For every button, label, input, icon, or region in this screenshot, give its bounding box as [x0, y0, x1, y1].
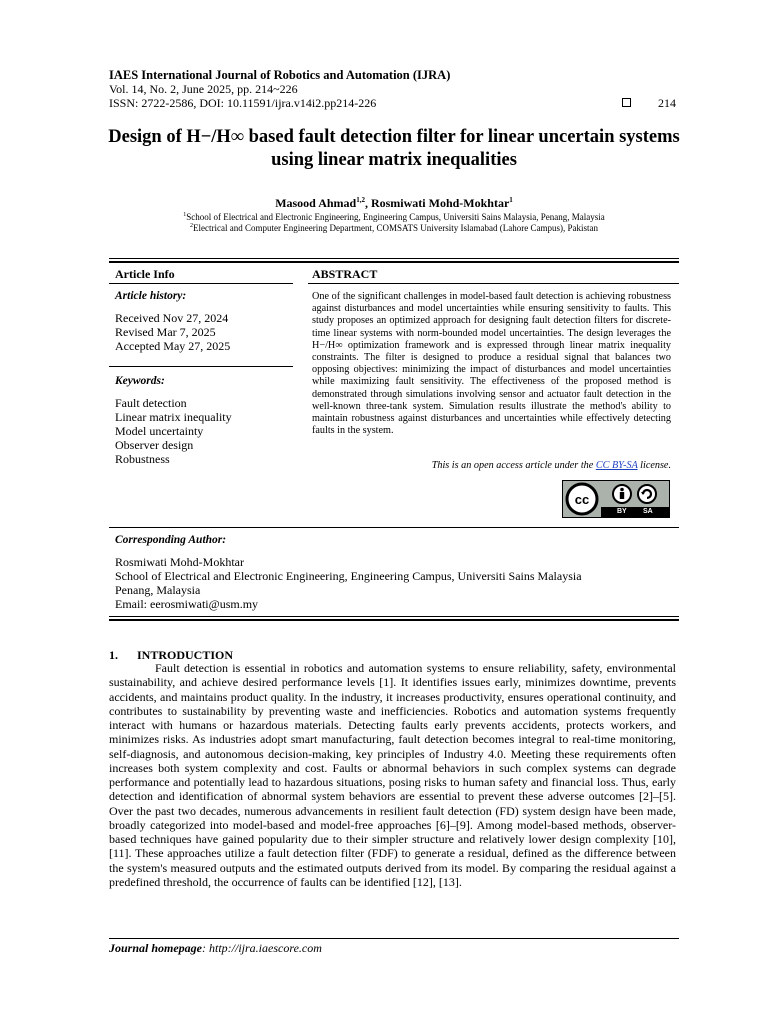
corresponding-affiliation: School of Electrical and Electronic Engineering, Engineering Campus, Universiti Sains Malaysia: [115, 569, 582, 583]
cc-license-badge[interactable]: [562, 480, 670, 518]
journal-homepage-label: Journal homepage: [109, 941, 203, 955]
corresponding-bottom-rule: [109, 616, 679, 617]
corresponding-heading: Corresponding Author:: [115, 534, 227, 546]
accepted-date: Accepted May 27, 2025: [115, 339, 231, 353]
page-number: 214: [658, 96, 676, 110]
article-info-rule: [109, 283, 293, 284]
history-rule: [109, 366, 293, 367]
journal-issn-doi: ISSN: 2722-2586, DOI: 10.11591/ijra.v14i2.pp214-226: [109, 96, 377, 110]
introduction-paragraph: Fault detection is essential in robotics and automation systems to ensure reliability, safety, environmental sustainability, and achieve desired performance levels [1]. It identifies issues early, minimizes downtime, prevents accidents, and maintains product quality. In the industry, it increases productivity, ensures operational continuity, and contributes to sustainability by preventing waste and inefficiencies. Robotics and automation systems frequently interact with humans or hazardous materials. Detecting faults early prevents accidents, protects workers, and minimizes risks. As industries adopt smart manufacturing, fault detection becomes integral to real-time monitoring, self-diagnosis, and autonomous decision-making, key principles of Industry 4.0. Meeting these requirements often increases both system complexity and cost. Faults or abnormal behaviors in such complex systems can degrade performance and potentially lead to hazardous situations, posing risks to human safety and financial loss. Thus, early detection and identification of abnormal system behaviors are essential to prevent these adverse outcomes [2]–[5]. Over the past two decades, numerous advancements in resilient fault detection (FD) system design have been made, broadly categorized into model-based and model-free approaches [6]–[9]. Among model-based methods, observer-based techniques have gained popularity due to their simpler structure and relatively lower design complexity [10], [11]. These approaches utilize a fault detection filter (FDF) to generate a residual, defined as the difference between the system's measured outputs and the estimated outputs derived from its model. By comparing the residual against a predefined threshold, the occurrence of faults can be identified [12], [13].: [109, 661, 676, 889]
received-date: Received Nov 27, 2024: [115, 311, 229, 325]
journal-homepage-colon: :: [202, 941, 210, 955]
keyword-item: Model uncertainty: [115, 424, 204, 438]
cc-by-label: BY: [617, 508, 627, 515]
author-2-name: Rosmiwati Mohd-Mokhtar: [370, 196, 510, 210]
top-rule-thick: [109, 261, 679, 263]
open-access-prefix: This is an open access article under the: [431, 460, 596, 471]
journal-homepage: [109, 941, 322, 956]
affiliation-1: [100, 212, 688, 222]
author-1-sup: 1,2: [356, 196, 365, 204]
article-history: [115, 311, 230, 353]
corresponding-name: Rosmiwati Mohd-Mokhtar: [115, 555, 244, 569]
journal-name: IAES International Journal of Robotics and Automation (IJRA): [109, 68, 451, 82]
corresponding-bottom-rule-thick: [109, 619, 679, 621]
affiliation-2-text: Electrical and Computer Engineering Department, COMSATS University Islamabad (Lahore Campus), Pakistan: [193, 223, 598, 233]
paper-title: Design of H−/H∞ based fault detection filter for linear uncertain systems using linear matrix inequalities: [108, 127, 680, 170]
page-box-icon: [622, 98, 631, 107]
journal-volume: Vol. 14, No. 2, June 2025, pp. 214~226: [109, 82, 298, 96]
keywords-list: [115, 396, 232, 466]
svg-text:cc: cc: [574, 492, 590, 507]
cc-badge-footer: [601, 507, 669, 517]
corresponding-details: [115, 555, 582, 611]
article-info-heading: Article Info: [115, 267, 175, 281]
affiliation-1-text: School of Electrical and Electronic Engineering, Engineering Campus, Universiti Sains Malaysia, Penang, Malaysia: [186, 212, 605, 222]
revised-date: Revised Mar 7, 2025: [115, 325, 216, 339]
keyword-item: Observer design: [115, 438, 194, 452]
cc-by-sa-link[interactable]: CC BY-SA: [595, 460, 638, 471]
cc-sa-label: SA: [643, 508, 653, 515]
section-title: INTRODUCTION: [137, 648, 234, 662]
abstract-text: One of the significant challenges in model-based fault detection is achieving robustness against disturbances and model uncertainties while ensuring sensitivity to faults. This study proposes an optimized approach for designing fault detection filters for discrete-time linear systems with norm-bounded model uncertainties. The design leverages the H−/H∞ optimization framework and is expressed through linear matrix inequality constraints. The filter is designed to produce a residual signal that balances two opposing objectives: minimizing the impact of disturbances and model uncertainties while maximizing fault sensitivity. The effectiveness of the proposed method is demonstrated through simulations involving sensor and actuator fault detection in the well-known three-tank system. Simulation results illustrate the method's ability to maintain robustness against disturbances and uncertainties while effectively detecting faults in the system.: [312, 291, 671, 437]
affiliation-2: [100, 223, 688, 233]
article-history-heading: Article history:: [115, 290, 187, 302]
author-line: [100, 196, 688, 211]
corresponding-top-rule: [109, 527, 679, 528]
top-rule: [109, 258, 679, 259]
keyword-item: Robustness: [115, 452, 170, 466]
affiliation-2-sup: 2: [190, 223, 194, 229]
open-access-suffix: license.: [637, 460, 671, 471]
journal-homepage-link[interactable]: http://ijra.iaescore.com: [209, 941, 322, 955]
corresponding-email: Email: eerosmiwati@usm.my: [115, 597, 259, 611]
corresponding-location: Penang, Malaysia: [115, 583, 201, 597]
open-access-line: [312, 460, 671, 471]
section-number: 1.: [109, 648, 118, 662]
affiliation-1-sup: 1: [183, 212, 187, 218]
author-1-name: Masood Ahmad: [275, 196, 357, 210]
abstract-rule: [308, 283, 679, 284]
footer-rule: [109, 938, 679, 939]
keyword-item: Fault detection: [115, 396, 187, 410]
abstract-heading: ABSTRACT: [312, 267, 378, 281]
author-2-sup: 1: [509, 196, 513, 204]
keyword-item: Linear matrix inequality: [115, 410, 232, 424]
author-separator: ,: [364, 196, 371, 210]
keywords-heading: Keywords:: [115, 375, 165, 387]
